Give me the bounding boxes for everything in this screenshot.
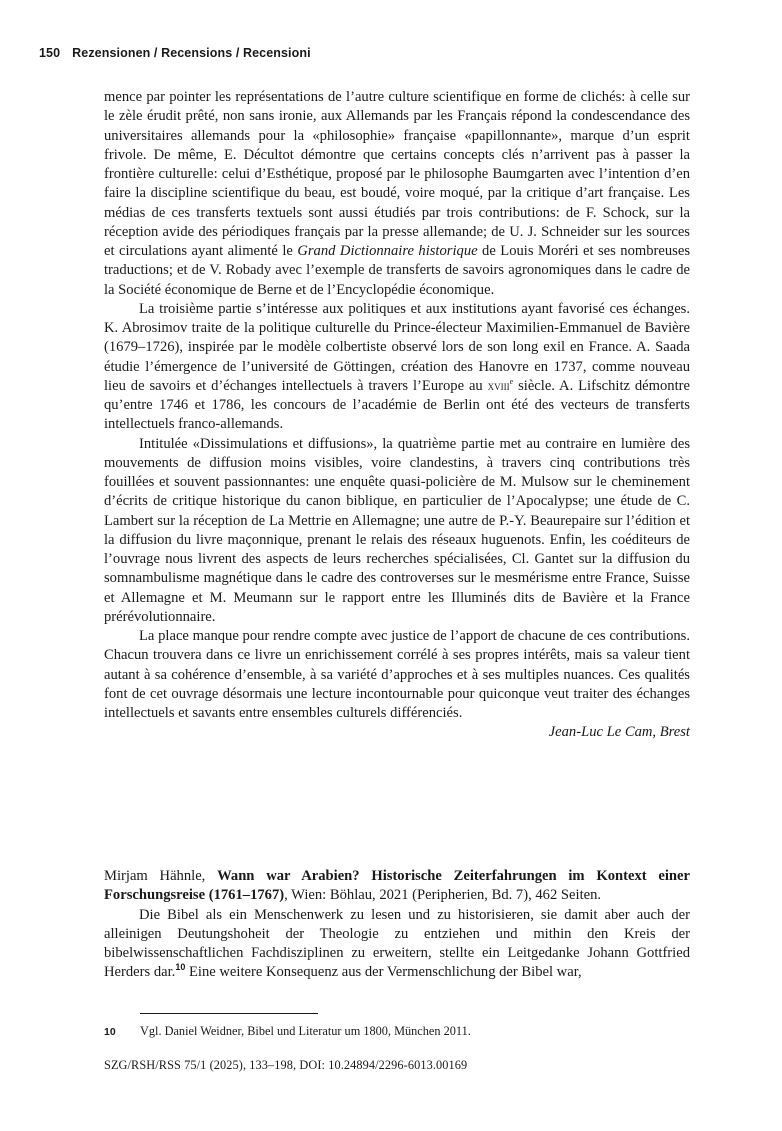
- century-superscript: e: [509, 376, 514, 386]
- paragraph-text: de Louis Moréri et ses nombreuses traductions; et de V. Robady avec l’exemple de transferts de savoirs agronomiques dans le cadre de la Société économique de Berne et de l’Encyclopédie économique.: [104, 243, 691, 298]
- bibliographic-entry: [104, 867, 690, 906]
- book-title: Wann war Arabien? Historische Zeiterfahrungen im Kontext einer Forschungsreise (1761–1767): [104, 868, 690, 904]
- paragraph-1: [104, 88, 690, 300]
- journal-citation-footer: SZG/RSH/RSS 75/1 (2025), 133–198, DOI: 10.24894/2296-6013.00169: [104, 1058, 468, 1072]
- paragraph-3: Intitulée «Dissimulations et diffusions», la quatrième partie met au contraire en lumière des mouvements de diffusion moins visibles, voire clandestins, à travers cinq contributions très fouillées et souvent passionnantes: une enquête quasi-policière de M. Mulsow sur le cheminement d’écrits de critique historique du canon biblique, en particulier de l’Apocalypse; une étude de C. Lambert sur la réception de La Mettrie en Allemagne; une autre de P.-Y. Beaurepaire sur l’édition et la diffusion du livre maçonnique, prenant le relais des réseaux huguenots. Enfin, les coéditeurs de l’ouvrage nous livrent des aspects de leurs recherches spécialisées, Cl. Gantet sur la diffusion du somnambulisme magnétique dans le cadre des controverses sur le mesmérisme entre France, Suisse et Allemagne et M. Meumann sur le rapport entre les Illuminés dits de Bavière et la France prérévolutionnaire.: [104, 435, 690, 625]
- footnote-reference[interactable]: 10: [175, 962, 186, 973]
- page-number: 150: [39, 46, 61, 60]
- paragraph-text: mence par pointer les représentations de l’autre culture scientifique en forme de clichés: à celle sur le zèle érudit prêté, non sans ironie, aux Allemands par les Français répond la condescendance des universitaires allemands pour la «philosophie» française «papillonnante», marque d’un esprit frivole. De même, E. Décultot démontre que certains concepts clés n’arrivent pas à passer la frontière culturelle: celui d’Esthétique, proposé par le philosophe Baumgarten avec l’intention d’en faire la discipline scientifique du beau, est boudé, voire moqué, par la critique d’art française. Les médias de ces transferts textuels sont aussi étudiés par trois contributions: de F. Schock, sur la réception avide des périodiques français par la presse allemande; de U. J. Schneider sur les sources et circulations ayant alimenté le: [104, 89, 690, 259]
- review-2: [104, 867, 690, 983]
- book-title-italic: Grand Dictionnaire historique: [297, 243, 478, 259]
- footnote-text: Vgl. Daniel Weidner, Bibel und Literatur um 1800, München 2011.: [140, 1024, 471, 1038]
- reviewer-signature: Jean-Luc Le Cam, Brest: [548, 724, 690, 741]
- paragraph-text: siècle. A. Lifschitz démontre qu’entre 1746 et 1786, les concours de l’académie de Berlin ont été des vecteurs de transferts intellectuels franco-allemands.: [104, 377, 690, 433]
- footnote-number: 10: [104, 1026, 116, 1038]
- paragraph-2: [104, 300, 690, 435]
- review-2-paragraph-1: [104, 906, 690, 983]
- paragraph-4: La place manque pour rendre compte avec justice de l’apport de chacune de ces contributions. Chacun trouvera dans ce livre un enrichissement corrélé à ses propres intérêts, mais sa valeur tient autant à sa cohérence d’ensemble, à sa variété d’approches et à ses multiples nuances. Ces qualités font de cet ouvrage désormais une lecture incontournable pour quiconque veut traiter des échanges intellectuels et savants entre ensembles culturels différenciés.: [104, 628, 690, 721]
- century-numeral: xviii: [487, 378, 510, 393]
- review-continuation: [104, 88, 690, 743]
- footnote: [104, 1023, 690, 1040]
- book-author: Mirjam Hähnle,: [104, 868, 218, 884]
- paragraph-text: Die Bibel als ein Menschenwerk zu lesen und zu historisieren, sie damit aber auch der alleinigen Deutungshoheit der Theologie zu entziehen und mithin den Kreis der bibelwissenschaftlichen Fachdisziplinen zu erweitern, stellte ein Leitgedanke Johann Gottfried Herders dar.: [104, 906, 690, 981]
- running-header: [39, 46, 699, 60]
- running-title: Rezensionen / Recensions / Recensioni: [72, 46, 311, 60]
- publication-info: , Wien: Böhlau, 2021 (Peripherien, Bd. 7), 462 Seiten.: [284, 887, 602, 904]
- paragraph-text: La troisième partie s’intéresse aux politiques et aux institutions ayant favorisé ces échanges. K. Abrosimov traite de la politique culturelle du Prince-électeur Maximilien-Emmanuel de Bavière (1679–1726), inspirée par le modèle colbertiste observé lors de son long exil en France. A. Saada étudie l’émergence de l’université de Göttingen, création des Hanovre en 1737, comme nouveau lieu de savoirs et d’échanges intellectuels à travers l’Europe au: [104, 300, 690, 394]
- paragraph-text: Eine weitere Konsequenz aus der Vermenschlichung der Bibel war,: [185, 964, 582, 981]
- footnote-rule: [140, 1013, 318, 1014]
